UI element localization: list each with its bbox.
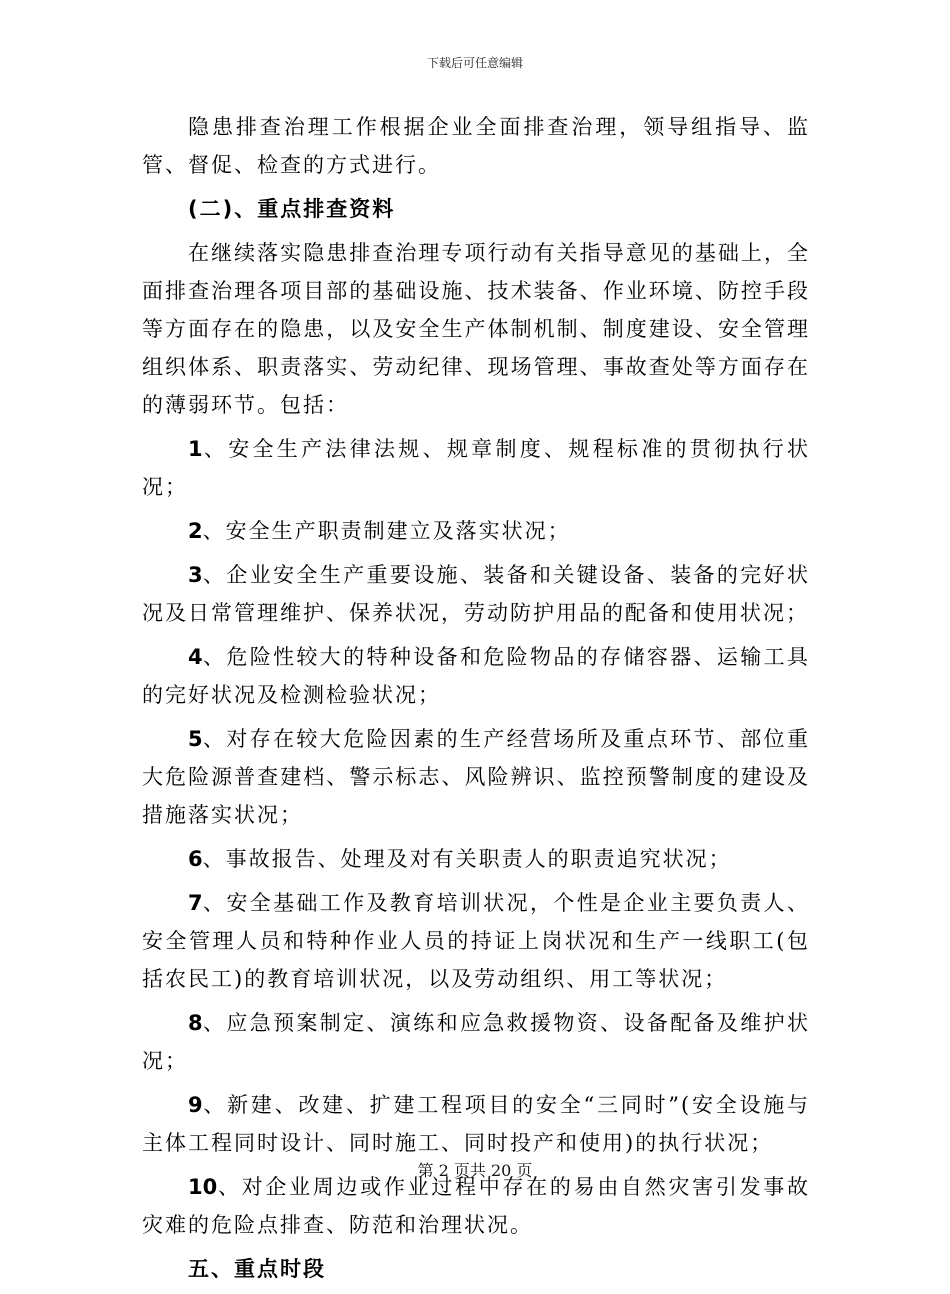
list-item-number: 8 <box>188 1011 203 1035</box>
list-item <box>142 430 810 506</box>
list-item-number: 5 <box>188 727 203 751</box>
list-item <box>142 840 810 878</box>
list-item-number: 10 <box>188 1175 218 1199</box>
list-item <box>142 512 810 550</box>
list-item-number: 9 <box>188 1093 203 1117</box>
list-item-text: 、企业安全生产重要设施、装备和关键设备、装备的完好状况及日常管理维护、保养状况，劳动防护用品的配备和使用状况； <box>142 563 810 625</box>
list-item-text: 、危险性较大的特种设备和危险物品的存储容器、运输工具的完好状况及检测检验状况； <box>142 645 810 707</box>
section5-heading: 五、重点时段 <box>188 1257 326 1281</box>
list-item-text: 、安全生产职责制建立及落实状况； <box>202 519 571 543</box>
list-item-number: 6 <box>188 847 203 871</box>
list-item <box>142 1086 810 1162</box>
list-item <box>142 720 810 834</box>
list-item <box>142 1004 810 1080</box>
list-item-text: 、安全生产法律法规、规章制度、规程标准的贯彻执行状况； <box>142 437 810 499</box>
list-item <box>142 884 810 998</box>
list-item-text: 、应急预案制定、演练和应急救援物资、设备配备及维护状况； <box>142 1011 810 1073</box>
list-item-number: 7 <box>188 891 203 915</box>
page-header: 下载后可任意编辑 <box>426 56 523 70</box>
page-footer: 第 2 页共 20 页 <box>417 1161 533 1180</box>
list-item-text: 、事故报告、处理及对有关职责人的职责追究状况； <box>202 847 732 871</box>
list-item-number: 3 <box>188 563 203 587</box>
list-item-number: 2 <box>188 519 203 543</box>
list-item-text: 、对企业周边或作业过程中存在的易由自然灾害引发事故灾难的危险点排查、防范和治理状况。 <box>142 1175 810 1237</box>
list-item <box>142 638 810 714</box>
list-item-text: 、安全基础工作及教育培训状况，个性是企业主要负责人、安全管理人员和特种作业人员的持证上岗状况和生产一线职工(包括农民工)的教育培训状况，以及劳动组织、用工等状况； <box>142 891 810 991</box>
section-body-paragraph: 在继续落实隐患排查治理专项行动有关指导意见的基础上，全面排查治理各项目部的基础设施、技术装备、作业环境、防控手段等方面存在的隐患，以及安全生产体制机制、制度建设、安全管理组织体系、职责落实、劳动纪律、现场管理、事故查处等方面存在的薄弱环节。包括： <box>142 241 810 417</box>
list-item-number: 1 <box>188 437 203 461</box>
list-item <box>142 556 810 632</box>
list-item-text: 、新建、改建、扩建工程项目的安全“三同时”(安全设施与主体工程同时设计、同时施工、同时投产和使用)的执行状况； <box>142 1093 810 1155</box>
list-item-number: 4 <box>188 645 203 669</box>
intro-paragraph: 隐患排查治理工作根据企业全面排查治理，领导组指导、监管、督促、检查的方式进行。 <box>142 115 810 177</box>
document-body <box>142 108 810 1294</box>
list-item-text: 、对存在较大危险因素的生产经营场所及重点环节、部位重大危险源普查建档、警示标志、风险辨识、监控预警制度的建设及措施落实状况； <box>142 727 810 827</box>
section-heading: (二)、重点排查资料 <box>188 197 396 221</box>
